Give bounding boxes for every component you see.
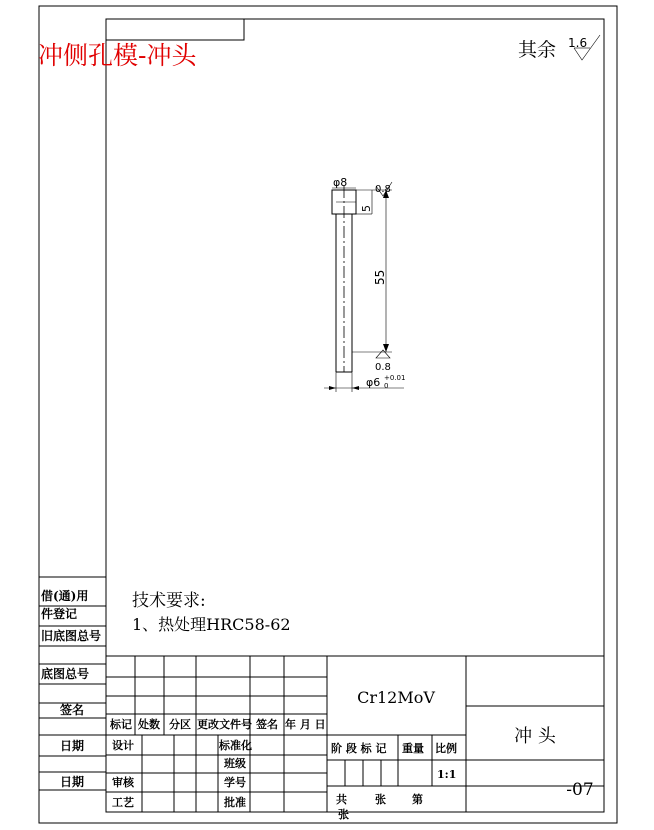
label-weight: 重量 [402,742,424,755]
punch-part-view [324,182,404,392]
side-label-date2: 日期 [60,775,85,789]
inner-border [106,19,604,812]
label-sheets-a: 张 [375,793,386,806]
label-total: 共 [336,793,347,806]
dim-head-height: 5 [360,205,373,212]
header-date: 年 月 日 [285,718,326,731]
rough-top-value: 0.8 [375,184,391,195]
drawing-code: -07 [566,780,594,800]
label-design: 设计 [112,739,134,752]
drawing-title: 冲侧孔模-冲头 [38,41,197,70]
label-nth: 第 [412,793,423,806]
material: Cr12MoV [357,688,435,707]
header-mark: 标记 [110,718,132,731]
top-code-box [106,19,244,40]
label-approve: 批准 [224,796,246,809]
label-review: 审核 [112,776,134,789]
scale-value: 1:1 [437,768,457,781]
dim-tolerance-lower: 0 [384,382,389,390]
header-zone: 分区 [169,718,191,731]
label-scale: 比例 [435,742,457,755]
dim-shank-diameter: φ6 [366,376,381,389]
rough-bottom-value: 0.8 [375,362,391,373]
side-label-old-base: 旧底图总号 [41,629,102,643]
roughness-prefix: 其余 [518,39,557,61]
side-label-sign: 签名 [60,703,85,717]
part-name: 冲 头 [514,726,556,747]
label-student-no: 学号 [224,776,246,789]
outer-border [39,6,617,823]
label-standardization: 标准化 [219,739,252,752]
header-sign: 签名 [256,718,278,731]
roughness-value: 1.6 [568,36,588,50]
dim-tolerance-upper: +0.01 [384,374,406,382]
tech-req-item: 1、热处理HRC58-62 [132,615,291,634]
side-label-borrow: 借(通)用 [41,589,89,603]
header-doc-no: 更改文件号 [197,718,252,731]
header-count: 处数 [138,718,160,731]
side-label-date1: 日期 [60,739,85,753]
tech-req-heading: 技术要求: [132,591,206,611]
side-label-register: 件登记 [41,607,78,621]
label-class: 班级 [224,757,246,770]
dim-length: 55 [373,269,387,285]
dim-head-diameter: φ8 [333,176,348,189]
label-stage-mark: 阶 段 标 记 [331,742,387,755]
label-sheets-b: 张 [338,808,349,821]
label-craft: 工艺 [112,796,134,809]
side-label-base: 底图总号 [41,667,90,681]
